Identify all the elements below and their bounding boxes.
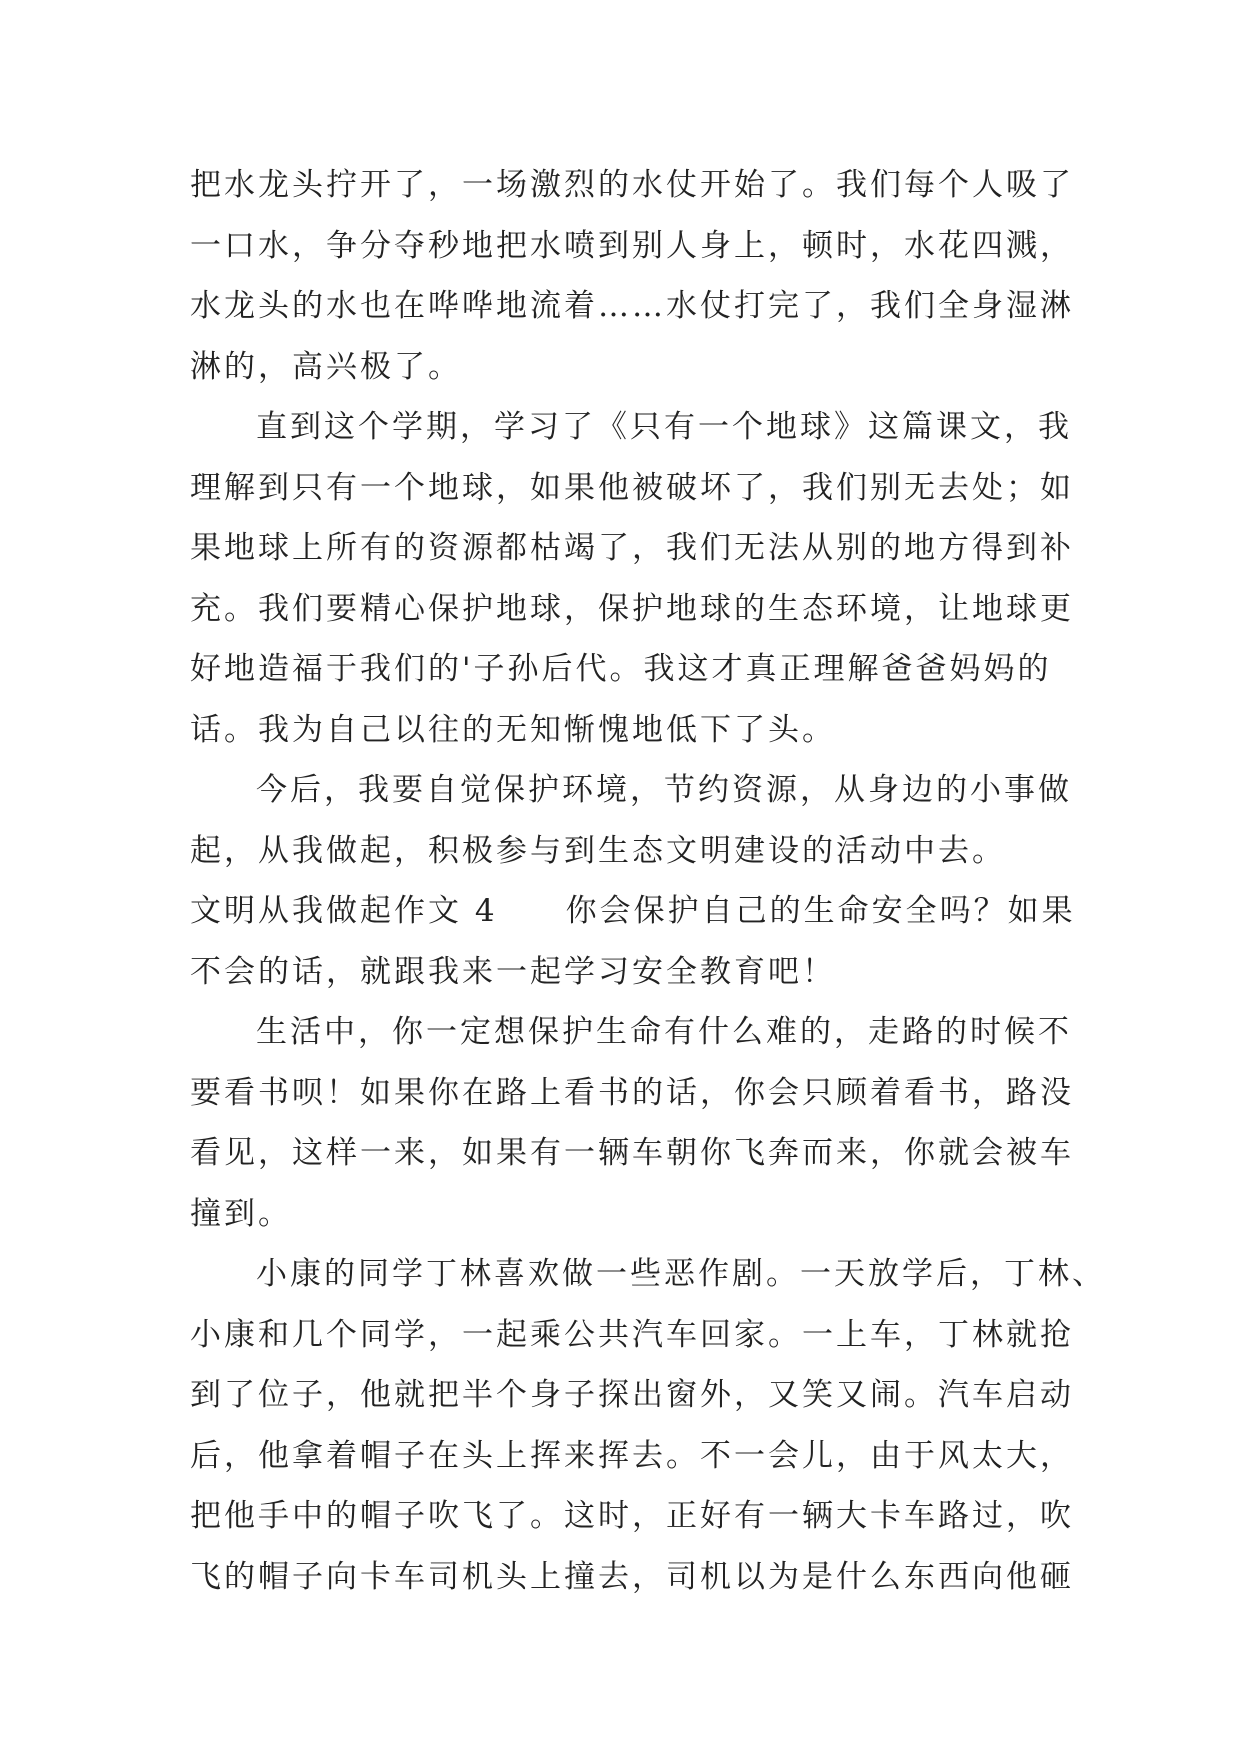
- text-line: 淋的，高兴极了。: [190, 348, 462, 385]
- text-line: 撞到。: [190, 1195, 292, 1232]
- text-line: 理解到只有一个地球，如果他被破坏了，我们别无去处；如: [190, 469, 1074, 506]
- document-body: [190, 155, 1106, 1607]
- text-line: 把他手中的帽子吹飞了。这时，正好有一辆大卡车路过，吹: [190, 1498, 1074, 1534]
- text-line: 把水龙头拧开了，一场激烈的水仗开始了。我们每个人吸了: [190, 167, 1074, 203]
- text-line: 直到这个学期，学习了《只有一个地球》这篇课文，我: [256, 409, 1072, 445]
- text-line: 今后，我要自觉保护环境，节约资源，从身边的小事做: [256, 772, 1072, 808]
- text-line: 起，从我做起，积极参与到生态文明建设的活动中去。: [190, 832, 1006, 869]
- text-line: 果地球上所有的资源都枯竭了，我们无法从别的地方得到补: [190, 530, 1074, 566]
- text-line: 看见，这样一来，如果有一辆车朝你飞奔而来，你就会被车: [190, 1135, 1074, 1171]
- text-line: 到了位子，他就把半个身子探出窗外，又笑又闹。汽车启动: [190, 1377, 1074, 1413]
- text-line: 充。我们要精心保护地球，保护地球的生态环境，让地球更: [190, 590, 1074, 627]
- text-line: 小康和几个同学，一起乘公共汽车回家。一上车，丁林就抢: [190, 1316, 1074, 1353]
- text-line: 好地造福于我们的'子孙后代。我这才真正理解爸爸妈妈的: [190, 651, 1052, 687]
- text-line: 一口水，争分夺秒地把水喷到别人身上，顿时，水花四溅，: [190, 227, 1074, 264]
- text-line: 话。我为自己以往的无知惭愧地低下了头。: [190, 711, 836, 748]
- text-line: 飞的帽子向卡车司机头上撞去，司机以为是什么东西向他砸: [190, 1558, 1074, 1595]
- section-heading-line: 文明从我做起作文 4 你会保护自己的生命安全吗？如果: [190, 893, 1076, 929]
- text-line: 小康的同学丁林喜欢做一些恶作剧。一天放学后，丁林、: [256, 1256, 1106, 1292]
- text-line: 不会的话，就跟我来一起学习安全教育吧！: [190, 953, 836, 990]
- text-line: 水龙头的水也在哗哗地流着……水仗打完了，我们全身湿淋: [190, 288, 1074, 324]
- text-line: 要看书呗！如果你在路上看书的话，你会只顾着看书，路没: [190, 1074, 1074, 1111]
- text-line: 后，他拿着帽子在头上挥来挥去。不一会儿，由于风太大，: [190, 1437, 1074, 1474]
- text-line: 生活中，你一定想保护生命有什么难的，走路的时候不: [256, 1014, 1072, 1050]
